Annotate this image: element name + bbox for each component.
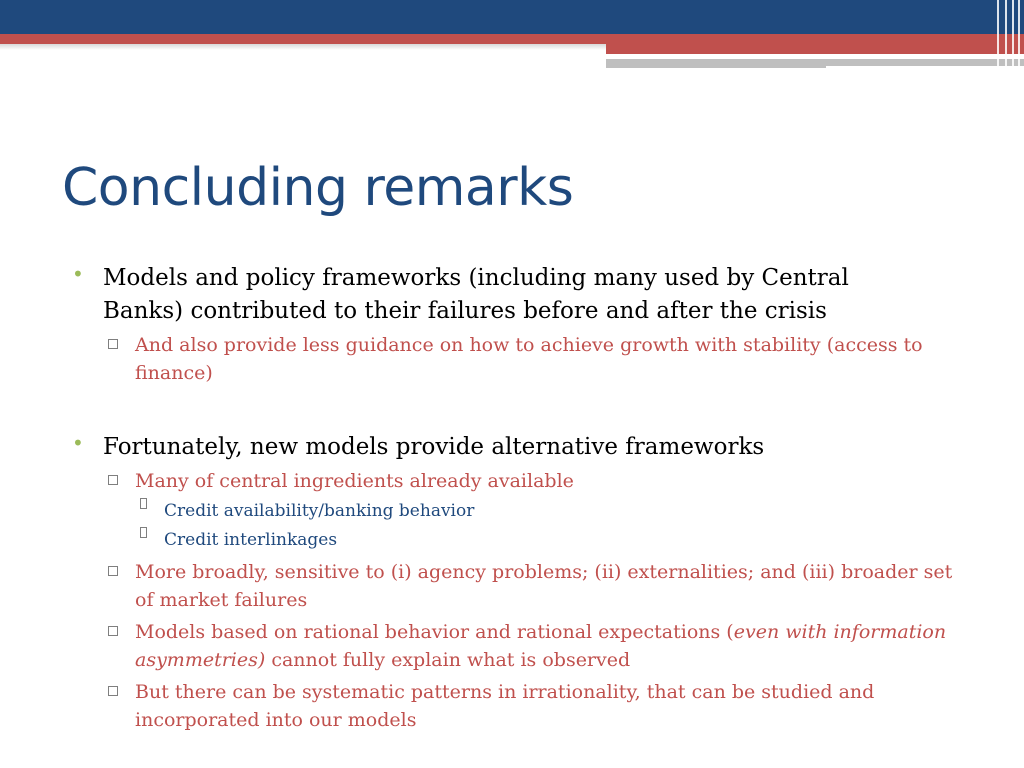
bullet-dot-icon: • xyxy=(72,431,84,455)
bullet-text: Credit availability/banking behavior xyxy=(164,501,475,521)
bullet-text xyxy=(135,618,975,674)
bullet-text-regular: cannot fully explain what is observed xyxy=(265,649,631,671)
header-white-line xyxy=(606,56,948,58)
square-bullet-icon xyxy=(108,566,118,576)
bullet-text: And also provide less guidance on how to achieve growth with stability (access to finance) xyxy=(135,334,923,384)
bullet-text: Many of central ingredients already available xyxy=(135,470,574,492)
square-bullet-icon xyxy=(108,626,118,636)
bullet-text: But there can be systematic patterns in irrationality, that can be studied and incorporated into our models xyxy=(135,681,875,731)
header-red-bar-extension xyxy=(606,40,1024,54)
bullet-text: Credit interlinkages xyxy=(164,530,338,550)
bullet-text: Fortunately, new models provide alternative frameworks xyxy=(103,434,765,460)
slide-title: Concluding remarks xyxy=(62,158,574,218)
arrow-bullet-icon xyxy=(140,498,147,509)
header-navy-bar xyxy=(0,0,1024,34)
header-vertical-lines xyxy=(994,0,1024,72)
bullet-dot-icon: • xyxy=(72,262,84,286)
bullet-text: More broadly, sensitive to (i) agency problems; (ii) externalities; and (iii) broader set of market failures xyxy=(135,561,953,611)
square-bullet-icon xyxy=(108,475,118,485)
bullet-text: Models and policy frameworks (including many used by Central Banks) contributed to their failures before and after the crisis xyxy=(103,265,849,324)
square-bullet-icon xyxy=(108,339,118,349)
bullet-text-regular: Models based on rational behavior and rational expectations ( xyxy=(135,621,734,643)
square-bullet-icon xyxy=(108,686,118,696)
arrow-bullet-icon xyxy=(140,527,147,538)
bullet-text-italic: even with information asymmetries) xyxy=(135,621,947,671)
